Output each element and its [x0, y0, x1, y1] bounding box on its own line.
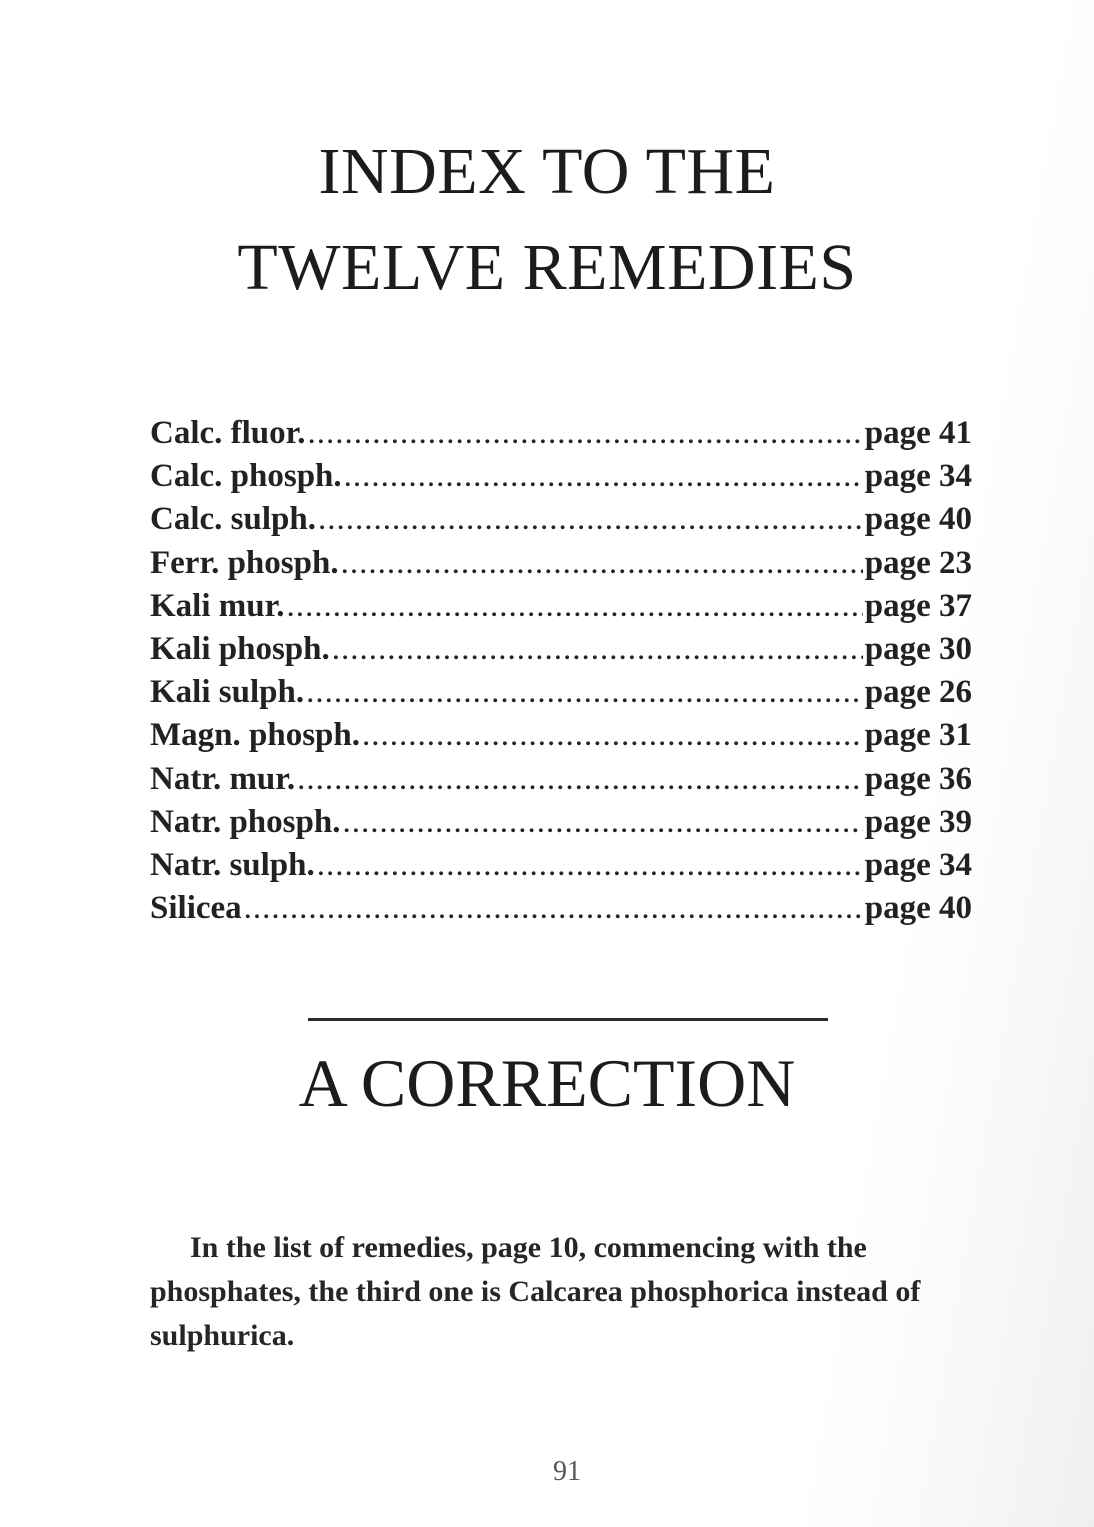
title-line-2: TWELVE REMEDIES [237, 231, 857, 304]
remedy-name: Calc. phosph. [150, 458, 342, 495]
remedy-name: Calc. fluor. [150, 415, 306, 451]
dot-leader [362, 717, 863, 754]
remedy-name: Natr. sulph. [150, 846, 315, 883]
index-entry [150, 588, 972, 631]
page-reference: page 41 [864, 415, 972, 451]
correction-paragraph: In the list of remedies, page 10, commencing with the phosphates, the third one is Calcarea phosphorica instead of sulphurica. [150, 1231, 921, 1352]
index-entry [150, 631, 972, 674]
page-title [0, 124, 1094, 316]
remedy-name: Natr. phosph. [150, 803, 341, 840]
index-entry [150, 674, 972, 717]
dot-leader [332, 631, 863, 668]
title-line-1: INDEX TO THE [318, 135, 776, 208]
remedy-index-list [150, 415, 972, 933]
dot-leader [341, 545, 863, 582]
page-reference: page 40 [864, 890, 972, 927]
page-reference: page 34 [864, 846, 972, 883]
dot-leader [308, 415, 863, 452]
page-reference: page 30 [864, 630, 972, 667]
page-reference: page 26 [864, 674, 972, 711]
index-entry [150, 501, 972, 544]
remedy-name: Silicea [150, 890, 242, 927]
remedy-name: Kali sulph. [150, 674, 305, 711]
correction-heading: A CORRECTION [298, 1045, 796, 1121]
page-reference: page 23 [864, 544, 972, 581]
page-reference: page 36 [864, 760, 972, 797]
page-reference: page 34 [864, 458, 972, 495]
index-entry [150, 458, 972, 501]
section-divider [308, 1018, 828, 1021]
dot-leader [244, 890, 863, 927]
dot-leader [318, 501, 863, 538]
page-reference: page 37 [864, 587, 972, 624]
dot-leader [342, 804, 862, 841]
remedy-name: Natr. mur. [150, 760, 296, 797]
page-reference: page 31 [864, 717, 972, 754]
index-entry [150, 717, 972, 760]
page-number: 91 [553, 1456, 581, 1487]
index-entry [150, 761, 972, 804]
remedy-name: Calc. sulph. [150, 501, 316, 538]
index-entry [150, 804, 972, 847]
page-reference: page 39 [864, 803, 972, 840]
remedy-name: Magn. phosph. [150, 717, 361, 754]
page-reference: page 40 [864, 501, 972, 538]
index-entry [150, 847, 972, 890]
remedy-name: Kali mur. [150, 587, 285, 624]
dot-leader [306, 674, 863, 711]
remedy-name: Ferr. phosph. [150, 544, 339, 581]
index-entry [150, 890, 972, 933]
remedy-name: Kali phosph. [150, 630, 330, 667]
dot-leader [344, 458, 863, 495]
dot-leader [317, 847, 863, 884]
dot-leader [297, 761, 863, 798]
index-entry [150, 415, 972, 458]
dot-leader [286, 588, 862, 625]
index-entry [150, 545, 972, 588]
